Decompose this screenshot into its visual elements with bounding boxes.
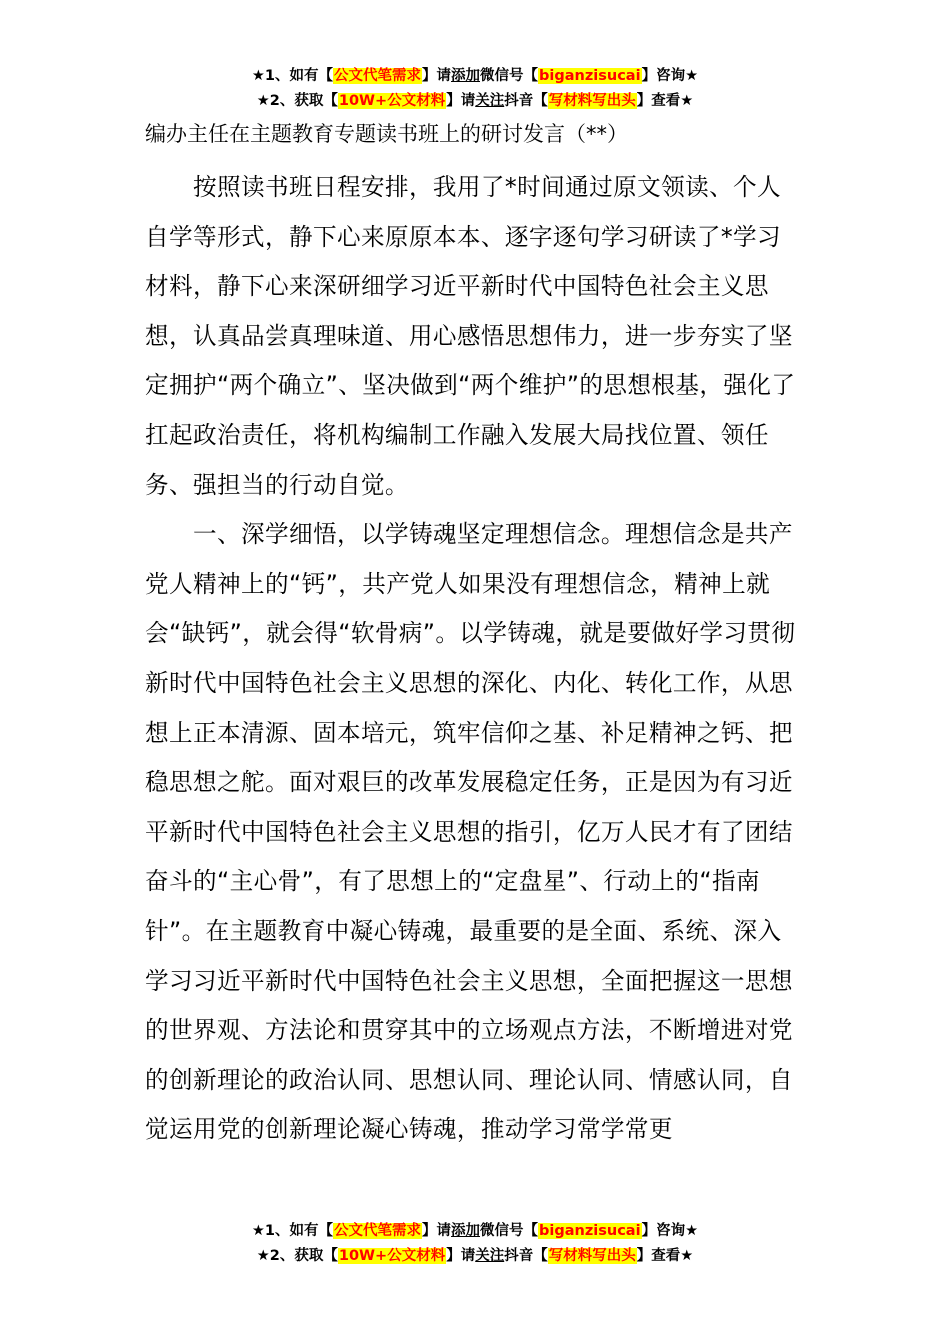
banner-text: 】咨询★ xyxy=(641,1223,699,1239)
banner-text: ★1、如有【 xyxy=(251,68,334,84)
highlight-text: 公文代笔需求 xyxy=(334,1223,422,1239)
banner-text: 抖音【 xyxy=(504,1248,548,1264)
underlined-text: 添加 xyxy=(451,1223,481,1239)
highlight-text: biganzisucai xyxy=(539,68,641,84)
banner-text: 】请 xyxy=(422,1223,452,1239)
highlight-text: 10W+公文材料 xyxy=(338,1248,446,1264)
banner-text: 】查看★ xyxy=(636,1248,694,1264)
highlight-text: 写材料写出头 xyxy=(548,93,636,109)
banner-text: ★1、如有【 xyxy=(251,1223,334,1239)
banner-text: 抖音【 xyxy=(504,93,548,109)
footer-banner xyxy=(0,1219,950,1269)
header-banner xyxy=(145,64,805,114)
underlined-text: 添加 xyxy=(451,68,481,84)
banner-text: 】查看★ xyxy=(636,93,694,109)
banner-text: 】请 xyxy=(446,1248,476,1264)
banner-text: 微信号【 xyxy=(480,68,539,84)
banner-text: 微信号【 xyxy=(480,1223,539,1239)
document-body xyxy=(145,163,805,1188)
banner-text: 】请 xyxy=(446,93,476,109)
banner-text: ★2、获取【 xyxy=(256,1248,338,1264)
banner-line-1 xyxy=(145,64,805,89)
banner-text: 】咨询★ xyxy=(641,68,699,84)
banner-line-1 xyxy=(0,1219,950,1244)
body-paragraph: 按照读书班日程安排，我用了*时间通过原文领读、个人自学等形式，静下心来原原本本、逐字逐句学习研读了*学习材料，静下心来深研细学习近平新时代中国特色社会主义思想，认真品尝真理味道、用心感悟思想伟力，进一步夯实了坚定拥护“两个确立”、坚决做到“两个维护”的思想根基，强化了扛起政治责任，将机构编制工作融入发展大局找位置、领任务、强担当的行动自觉。 xyxy=(145,173,796,499)
highlight-text: 公文代笔需求 xyxy=(334,68,422,84)
document-title: 编办主任在主题教育专题读书班上的研讨发言（**） xyxy=(145,122,628,146)
banner-text: ★2、获取【 xyxy=(256,93,338,109)
banner-line-2 xyxy=(145,89,805,114)
underlined-text: 关注 xyxy=(475,1248,505,1264)
highlight-text: 写材料写出头 xyxy=(548,1248,636,1264)
banner-text: 】请 xyxy=(422,68,452,84)
underlined-text: 关注 xyxy=(475,93,505,109)
body-paragraph: 一、深学细悟，以学铸魂坚定理想信念。理想信念是共产党人精神上的“钙”，共产党人如果没有理想信念，精神上就会“缺钙”，就会得“软骨病”。以学铸魂，就是要做好学习贯彻新时代中国特色社会主义思想的深化、内化、转化工作，从思想上正本清源、固本培元，筑牢信仰之基、补足精神之钙、把稳思想之舵。面对艰巨的改革发展稳定任务，正是因为有习近平新时代中国特色社会主义思想的指引，亿万人民才有了团结奋斗的“主心骨”，有了思想上的“定盘星”、行动上的“指南针”。在主题教育中凝心铸魂，最重要的是全面、系统、深入学习习近平新时代中国特色社会主义思想，全面把握这一思想的世界观、方法论和贯穿其中的立场观点方法，不断增进对党的创新理论的政治认同、思想认同、理论认同、情感认同，自觉运用党的创新理论凝心铸魂，推动学习常学常更 xyxy=(145,520,796,1144)
highlight-text: biganzisucai xyxy=(539,1223,641,1239)
banner-line-2 xyxy=(0,1244,950,1269)
highlight-text: 10W+公文材料 xyxy=(338,93,446,109)
